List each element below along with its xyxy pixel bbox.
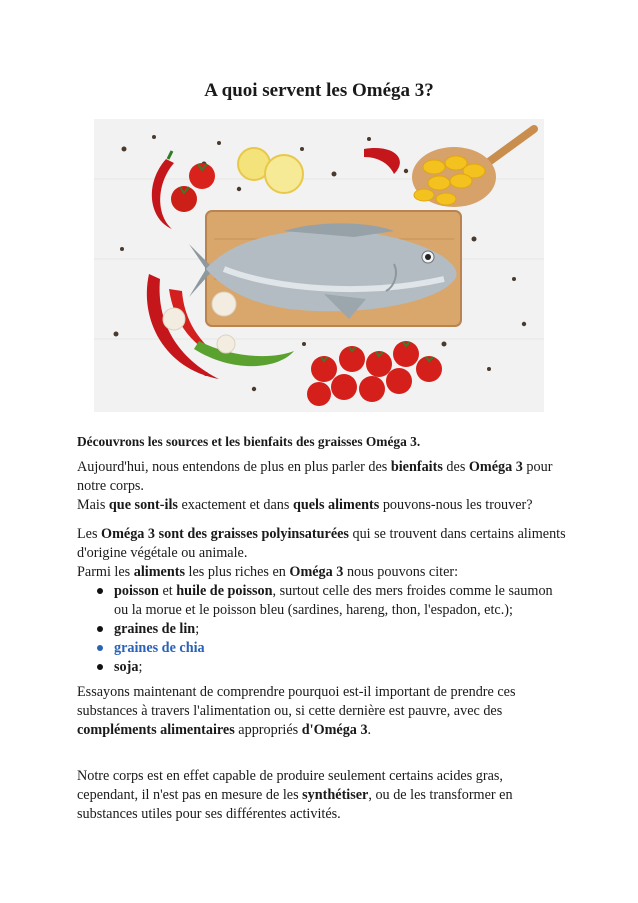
- paragraph-block-4: [77, 767, 567, 824]
- paragraph-definition: Les Oméga 3 sont des graisses polyinsaturées qui se trouvent dans certains aliments d'origine végétale ou animale.: [77, 526, 566, 561]
- bullet-icon: [97, 645, 103, 651]
- chia-seeds-link[interactable]: graines de chia: [114, 640, 205, 656]
- intro-heading: Découvrons les sources et les bienfaits des graisses Oméga 3.: [77, 434, 421, 449]
- paragraph-block-1: [77, 458, 567, 515]
- bullet-icon: [97, 664, 103, 670]
- paragraph-block-3: [77, 683, 567, 740]
- bullet-icon: [97, 626, 103, 632]
- paragraph-supplements: Essayons maintenant de comprendre pourquoi est-il important de prendre ces substances à travers l'alimentation ou, si cette dernière est pauvre, avec des compléments alimentaires appropriés d'Oméga 3.: [77, 684, 516, 738]
- paragraph-bienfaits: Aujourd'hui, nous entendons de plus en plus parler des bienfaits des Oméga 3 pour notre corps.: [77, 459, 553, 494]
- list-item: poisson et huile de poisson, surtout celle des mers froides comme le saumon ou la morue et le poisson bleu (sardines, hareng, thon, l'espadon, etc.);: [77, 582, 567, 620]
- bullet-icon: [97, 588, 103, 594]
- paragraph-list-intro: Parmi les aliments les plus riches en Oméga 3 nous pouvons citer:: [77, 564, 459, 580]
- hero-image-fish-on-cutting-board: [94, 119, 544, 412]
- list-item: soja;: [77, 658, 567, 677]
- list-item: graines de lin;: [77, 620, 567, 639]
- paragraph-block-2: [77, 525, 567, 677]
- page-title: A quoi servent les Oméga 3?: [204, 80, 434, 101]
- paragraph-question: Mais que sont-ils exactement et dans quels aliments pouvons-nous les trouver?: [77, 497, 533, 513]
- paragraph-synthesis: Notre corps est en effet capable de produire seulement certains acides gras, cependant, il n'est pas en mesure de les synthétiser, ou de les transformer en substances utiles pour ses différentes activités.: [77, 768, 513, 822]
- food-sources-list: [77, 582, 567, 677]
- list-item: [77, 639, 567, 658]
